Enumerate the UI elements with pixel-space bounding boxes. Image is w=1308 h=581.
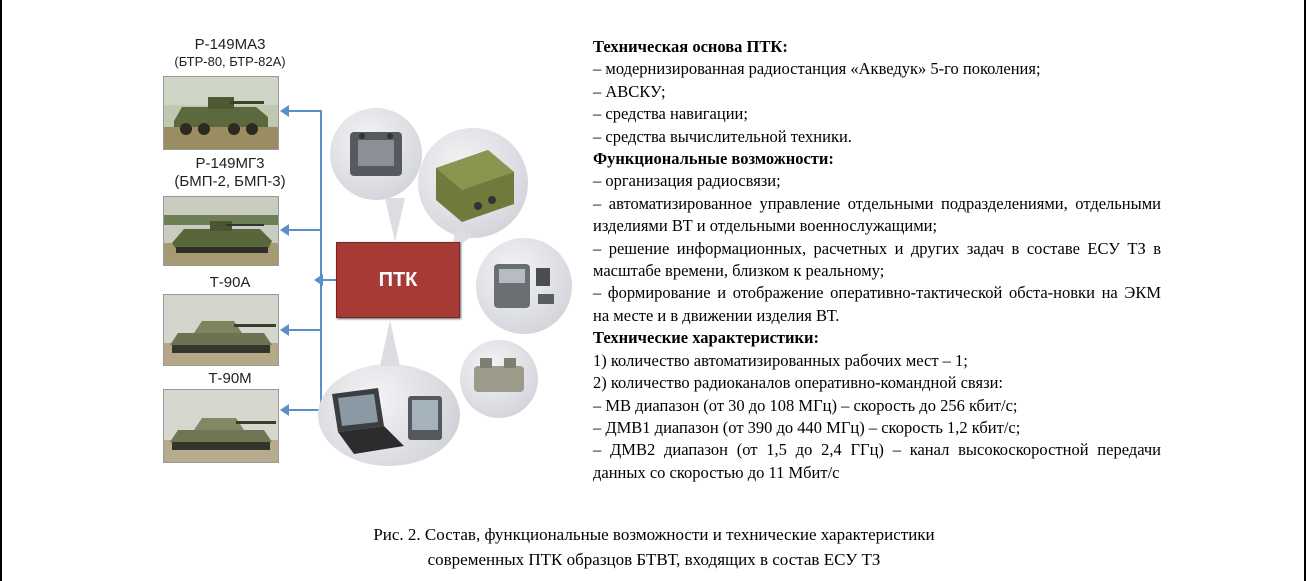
text-line: 2) количество радиоканалов оперативно-командной связи: [593, 373, 1004, 393]
bubble-radio-station [418, 128, 528, 238]
arrow-1 [288, 110, 320, 112]
bubble-radio-unit [330, 108, 422, 200]
bubble-tail [385, 198, 405, 242]
bmp-photo [163, 196, 279, 266]
t90a-photo [163, 294, 279, 366]
vehicle-name: Т-90М [208, 370, 252, 387]
ptk-label: ПТК [378, 268, 418, 291]
text-line: – средства навигации; [593, 104, 748, 124]
vehicle-label-3 [150, 274, 310, 292]
text-line: – АВСКУ; [593, 81, 666, 101]
text-line: – решение информационных, расчетных и других задач в составе ЕСУ ТЗ в масштабе времени, близком к реальному; [593, 238, 1161, 281]
figure-caption [0, 522, 1308, 572]
caption-line-1: Рис. 2. Состав, функциональные возможности и технические характеристики [373, 525, 935, 544]
vehicle-label-2 [150, 155, 310, 191]
arrow-2 [288, 229, 320, 231]
right-border [1304, 0, 1306, 581]
spec-text [593, 36, 1161, 484]
vehicle-label-1 [150, 36, 310, 70]
vehicle-name: Т-90А [209, 274, 251, 291]
text-line: – автоматизированное управление отдельными подразделениями, отдельными изделиями ВТ и отдельными военнослужащими; [593, 193, 1161, 236]
bubble-computers [318, 364, 460, 466]
section-heading: Техническая основа ПТК: [593, 37, 788, 56]
text-line: – организация радиосвязи; [593, 171, 781, 191]
text-line: – МВ диапазон (от 30 до 108 МГц) – скорость до 256 кбит/с; [593, 395, 1018, 415]
vehicle-sub: (БТР-80, БТР-82А) [174, 54, 286, 69]
vehicle-name: Р-149МГ3 [195, 155, 265, 172]
bubble-blocks [460, 340, 538, 418]
text-line: – формирование и отображение оперативно-тактической обста-новки на ЭКМ на месте и в движении изделия ВТ. [593, 283, 1161, 325]
ptk-center-box [336, 242, 460, 318]
text-line: 1) количество автоматизированных рабочих мест – 1; [593, 350, 968, 370]
text-line: – модернизированная радиостанция «Акведук» 5-го поколения; [593, 59, 1041, 79]
bubble-navigation [476, 238, 572, 334]
arrow-3 [288, 329, 320, 331]
arrow-center [322, 279, 336, 281]
left-border [0, 0, 2, 581]
vehicle-label-4 [150, 370, 310, 388]
bubble-tail [380, 320, 400, 366]
arrow-4 [288, 409, 320, 411]
t90m-photo [163, 389, 279, 463]
section-heading: Технические характеристики: [593, 328, 820, 348]
vehicle-name: Р-149МА3 [194, 36, 266, 53]
text-line: – ДМВ2 диапазон (от 1,5 до 2,4 ГГц) – канал высокоскоростной передачи данных со скоростью до 11 Мбит/с [593, 440, 1161, 482]
btr-photo [163, 76, 279, 150]
caption-line-2: современных ПТК образцов БТВТ, входящих в состав ЕСУ ТЗ [427, 550, 881, 569]
section-heading: Функциональные возможности: [593, 149, 834, 169]
vehicle-sub: (БМП-2, БМП-3) [174, 173, 286, 190]
text-line: – средства вычислительной техники. [593, 126, 852, 146]
text-line: – ДМВ1 диапазон (от 390 до 440 МГц) – скорость 1,2 кбит/с; [593, 417, 1021, 437]
